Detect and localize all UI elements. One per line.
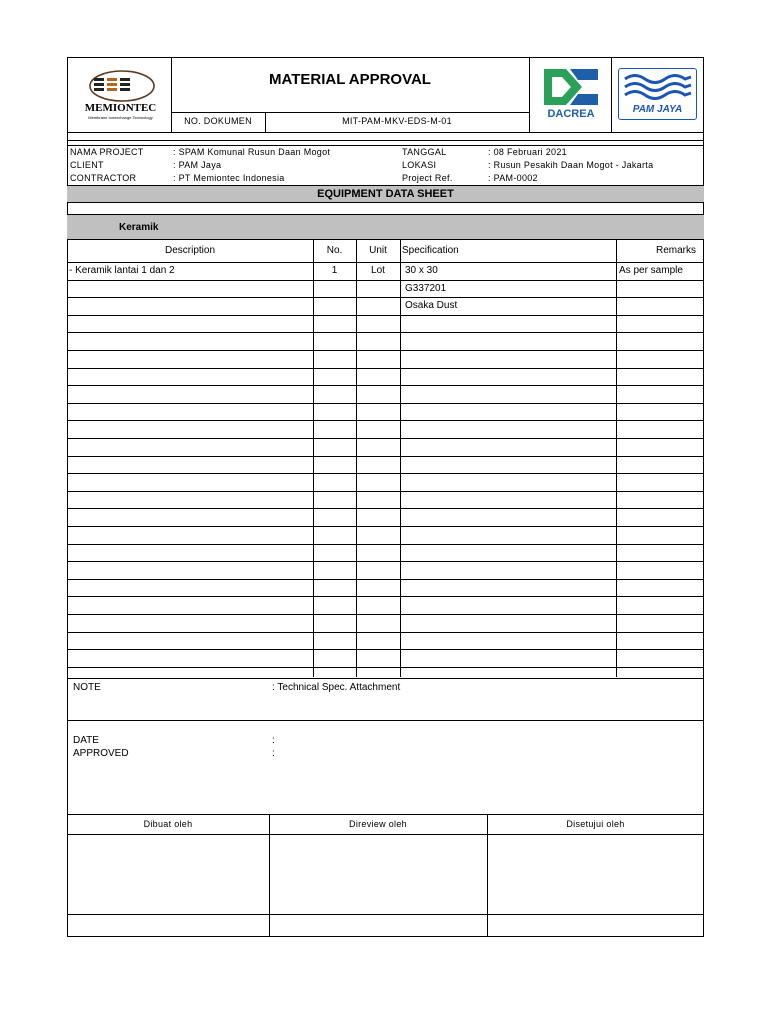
project-label: NAMA PROJECT — [70, 147, 144, 157]
table-row-line — [67, 491, 704, 492]
notes-divider — [67, 720, 704, 721]
header-specification: Specification — [402, 245, 459, 256]
approved-label: APPROVED — [73, 748, 129, 759]
table-row-line — [67, 350, 704, 351]
table-row-line — [67, 403, 704, 404]
header-divider — [67, 132, 704, 133]
row-3-specification: Osaka Dust — [405, 300, 458, 311]
date-field-value: : — [272, 735, 275, 746]
table-row-line — [67, 438, 704, 439]
header-divider — [529, 57, 530, 132]
column-divider — [356, 240, 357, 677]
column-divider — [400, 240, 401, 677]
column-divider — [616, 240, 617, 677]
table-row-line — [67, 456, 704, 457]
header-divider — [611, 57, 612, 132]
table-row-line — [67, 420, 704, 421]
header-remarks: Remarks — [655, 245, 696, 256]
memiontec-logo — [72, 62, 167, 128]
table-row-line — [67, 561, 704, 562]
client-value: : PAM Jaya — [173, 160, 222, 170]
table-row-line — [67, 544, 704, 545]
row-1-remarks: As per sample — [619, 265, 683, 276]
notes-divider — [67, 678, 704, 679]
section-title: Keramik — [119, 222, 159, 233]
date-value: : 08 Februari 2021 — [488, 147, 567, 157]
table-row-line — [67, 508, 704, 509]
equipment-table — [67, 240, 704, 678]
row-1-unit: Lot — [371, 265, 385, 276]
reviewed-by-signature-box — [270, 835, 486, 913]
header-unit: Unit — [369, 245, 387, 256]
pam-jaya-logo-text: PAM JAYA — [632, 104, 683, 115]
table-row-line — [67, 280, 704, 281]
table-row-line — [67, 667, 704, 668]
header-divider — [171, 112, 529, 113]
table-row-line — [67, 297, 704, 298]
reviewed-by-label: Direview oleh — [349, 819, 407, 829]
date-label: TANGGAL — [402, 147, 447, 157]
contractor-label: CONTRACTOR — [70, 173, 137, 183]
table-row-line — [67, 332, 704, 333]
table-row-line — [67, 385, 704, 386]
table-row-line — [67, 614, 704, 615]
sheet-title: EQUIPMENT DATA SHEET — [317, 188, 454, 200]
header-divider — [67, 145, 704, 146]
note-value: : Technical Spec. Attachment — [272, 682, 401, 693]
contractor-value: : PT Memiontec Indonesia — [173, 173, 285, 183]
approved-by-label: Disetujui oleh — [566, 819, 625, 829]
header-no: No. — [326, 245, 343, 256]
doc-no-value: MIT-PAM-MKV-EDS-M-01 — [342, 116, 452, 126]
row-1-no: 1 — [331, 265, 338, 276]
doc-no-label: NO. DOKUMEN — [184, 116, 252, 126]
section-bar — [67, 215, 704, 240]
made-by-label: Dibuat oleh — [143, 819, 193, 829]
row-1-specification: 30 x 30 — [405, 265, 438, 276]
project-ref-label: Project Ref. — [402, 173, 453, 183]
table-row-line — [67, 649, 704, 650]
table-row-line — [67, 579, 704, 580]
column-divider — [313, 240, 314, 677]
row-2-specification: G337201 — [405, 283, 447, 294]
project-ref-value: : PAM-0002 — [488, 173, 538, 183]
client-label: CLIENT — [70, 160, 104, 170]
page-title: MATERIAL APPROVAL — [269, 71, 431, 88]
header-divider — [67, 140, 704, 141]
header-description: Description — [164, 245, 216, 256]
row-1-description: - Keramik lantai 1 dan 2 — [69, 265, 175, 276]
made-by-signature-box — [68, 835, 268, 913]
table-row-line — [67, 315, 704, 316]
table-row-line — [67, 632, 704, 633]
approved-by-signature-box — [488, 835, 703, 913]
memiontec-logo-tagline: Membrane Ionexchange Technology — [88, 115, 153, 120]
table-row-line — [67, 596, 704, 597]
location-value: : Rusun Pesakih Daan Mogot - Jakarta — [488, 160, 654, 170]
location-label: LOKASI — [402, 160, 437, 170]
dacrea-logo-text: DACREA — [547, 108, 595, 120]
dacrea-logo — [540, 66, 602, 122]
project-value: : SPAM Komunal Rusun Daan Mogot — [173, 147, 331, 157]
signature-divider — [67, 814, 704, 815]
approved-value: : — [272, 748, 275, 759]
dacrea-logo-icon — [540, 66, 602, 108]
table-row-line — [67, 262, 704, 263]
wave-icon — [619, 69, 696, 103]
note-label: NOTE — [73, 682, 101, 693]
table-row-line — [67, 368, 704, 369]
memiontec-logo-text: MEMIONTEC — [84, 102, 157, 114]
pam-jaya-logo — [618, 68, 697, 120]
table-row-line — [67, 473, 704, 474]
date-field-label: DATE — [73, 735, 99, 746]
signature-divider — [67, 914, 704, 915]
table-row-line — [67, 526, 704, 527]
